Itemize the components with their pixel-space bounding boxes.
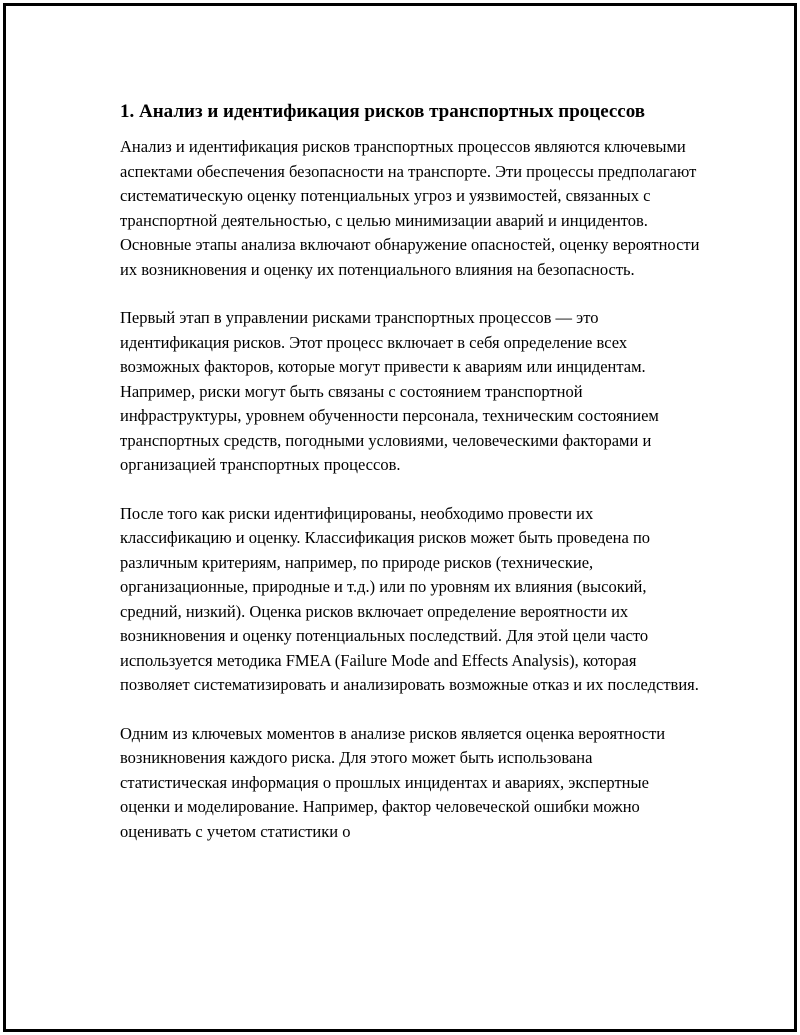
paragraph-4: Одним из ключевых моментов в анализе рисков является оценка вероятности возникновения каждого риска. Для этого может быть использована статистическая информация о прошлых инцидентах и авариях, экспертные оценки и моделирование. Например, фактор человеческой ошибки можно оценивать с учетом статистики о [120, 723, 666, 841]
section-heading: 1. Анализ и идентификация рисков транспортных процессов [120, 101, 646, 122]
paragraph-2: Первый этап в управлении рисками транспортных процессов — это идентификация рисков. Этот процесс включает в себя определение всех возможных факторов, которые могут привести к авариям или инцидентам. Например, риски могут быть связаны с состоянием транспортной инфраструктуры, уровнем обученности персонала, техническим состоянием транспортных средств, погодными условиями, человеческими факторами и организацией транспортных процессов. [120, 308, 659, 474]
document-body [120, 98, 700, 868]
paragraph-3: После того как риски идентифицированы, необходимо провести их классификацию и оценку. Классификация рисков может быть проведена по различным критериям, например, по природе рисков (технические, организационные, природные и т.д.) или по уровням их влияния (высокий, средний, низкий). Оценка рисков включает определение вероятности их возникновения и оценку потенциальных последствий. Для этой цели часто используется методика FMEA (Failure Mode and Effects Analysis), которая позволяет систематизировать и анализировать возможные отказ и их последствия. [120, 503, 699, 694]
page-frame [3, 3, 797, 1032]
paragraph-1: Анализ и идентификация рисков транспортных процессов являются ключевыми аспектами обеспечения безопасности на транспорте. Эти процессы предполагают систематическую оценку потенциальных угроз и уязвимостей, связанных с транспортной деятельностью, с целью минимизации аварий и инцидентов. Основные этапы анализа включают обнаружение опасностей, оценку вероятности их возникновения и оценку их потенциального влияния на безопасность. [120, 137, 700, 279]
